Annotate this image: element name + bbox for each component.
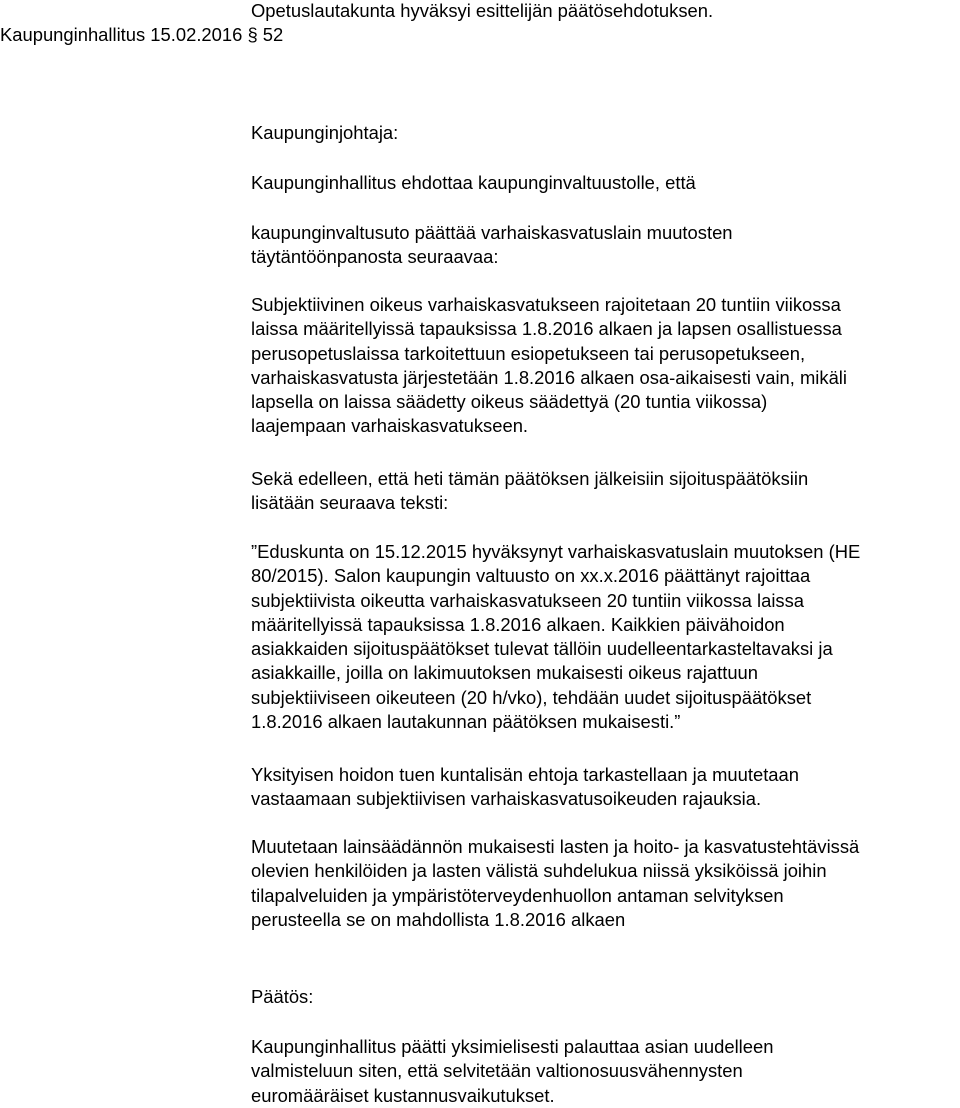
paragraph-line: valmisteluun siten, että selvitetään valtionosuusvähennysten xyxy=(251,1060,743,1082)
meeting-header: Kaupunginhallitus 15.02.2016 § 52 xyxy=(0,24,284,45)
paragraph-line: Yksityisen hoidon tuen kuntalisän ehtoja tarkastellaan ja muutetaan xyxy=(251,764,799,785)
paragraph-line: laissa määritellyissä tapauksissa 1.8.2016 alkaen ja lapsen osallistuessa xyxy=(251,318,842,340)
paragraph-line: ”Eduskunta on 15.12.2015 hyväksynyt varhaiskasvatuslain muutoksen (HE xyxy=(251,541,861,562)
paragraph-line: euromääräiset kustannusvaikutukset. xyxy=(251,1084,555,1106)
paragraph-line: perusopetuslaissa tarkoitettuun esiopetukseen tai perusopetukseen, xyxy=(251,342,806,364)
private-care-paragraph xyxy=(251,763,956,812)
proposal-intro: Kaupunginhallitus ehdottaa kaupunginvaltuustolle, että xyxy=(251,172,696,193)
paragraph-line: vastaamaan subjektiivisen varhaiskasvatusoikeuden rajauksia. xyxy=(251,788,762,810)
placement-text-intro-paragraph xyxy=(251,467,956,516)
paragraph-line: perusteella se on mahdollista 1.8.2016 alkaen xyxy=(251,908,626,930)
paragraph-line: 1.8.2016 alkaen lautakunnan päätöksen mukaisesti.” xyxy=(251,711,681,733)
previous-decision-text: Opetuslautakunta hyväksyi esittelijän päätösehdotuksen. xyxy=(251,0,714,21)
paragraph-line: tilapalveluiden ja ympäristöterveydenhuollon antaman selvityksen xyxy=(251,884,784,906)
proposer-label: Kaupunginjohtaja: xyxy=(251,122,399,143)
quoted-text-paragraph xyxy=(251,540,956,734)
paragraph-line: Subjektiivinen oikeus varhaiskasvatukseen rajoitetaan 20 tuntiin viikossa xyxy=(251,294,841,315)
paragraph-line: subjektiiviseen oikeuteen (20 h/vko), tehdään uudet sijoituspäätökset xyxy=(251,686,812,708)
paragraph-line: laajempaan varhaiskasvatukseen. xyxy=(251,415,529,437)
subjective-right-paragraph xyxy=(251,293,956,439)
paragraph-line: Muutetaan lainsäädännön mukaisesti lasten ja hoito- ja kasvatustehtävissä xyxy=(251,836,860,857)
paragraph-line: täytäntöönpanosta seuraavaa: xyxy=(251,246,499,268)
paragraph-line: kaupunginvaltusuto päättää varhaiskasvatuslain muutosten xyxy=(251,222,733,243)
paragraph-line: asiakkaille, joilla on lakimuutoksen mukaisesti oikeus rajattuun xyxy=(251,662,759,684)
paragraph-line: Sekä edelleen, että heti tämän päätöksen jälkeisiin sijoituspäätöksiin xyxy=(251,468,809,489)
decision-text-paragraph xyxy=(251,1035,956,1108)
paragraph-line: asiakkaiden sijoituspäätökset tulevat tällöin uudelleentarkasteltavaksi ja xyxy=(251,638,833,660)
paragraph-line: 80/2015). Salon kaupungin valtuusto on xx.x.2016 päättänyt rajoittaa xyxy=(251,565,811,587)
legislation-change-paragraph xyxy=(251,835,956,932)
paragraph-line: varhaiskasvatusta järjestetään 1.8.2016 alkaen osa-aikaisesti vain, mikäli xyxy=(251,366,847,388)
paragraph-line: Kaupunginhallitus päätti yksimielisesti palauttaa asian uudelleen xyxy=(251,1036,774,1057)
decision-intro-paragraph xyxy=(251,221,956,270)
paragraph-line: lapsella on laissa säädetty oikeus säädettyä (20 tuntia viikossa) xyxy=(251,391,768,413)
paragraph-line: lisätään seuraava teksti: xyxy=(251,492,449,514)
paragraph-line: subjektiivista oikeutta varhaiskasvatukseen 20 tuntiin viikossa laissa xyxy=(251,589,805,611)
paragraph-line: määritellyissä tapauksissa 1.8.2016 alkaen. Kaikkien päivähoidon xyxy=(251,613,785,635)
decision-label: Päätös: xyxy=(251,986,314,1007)
paragraph-line: olevien henkilöiden ja lasten välistä suhdelukua niissä yksiköissä joihin xyxy=(251,860,827,882)
